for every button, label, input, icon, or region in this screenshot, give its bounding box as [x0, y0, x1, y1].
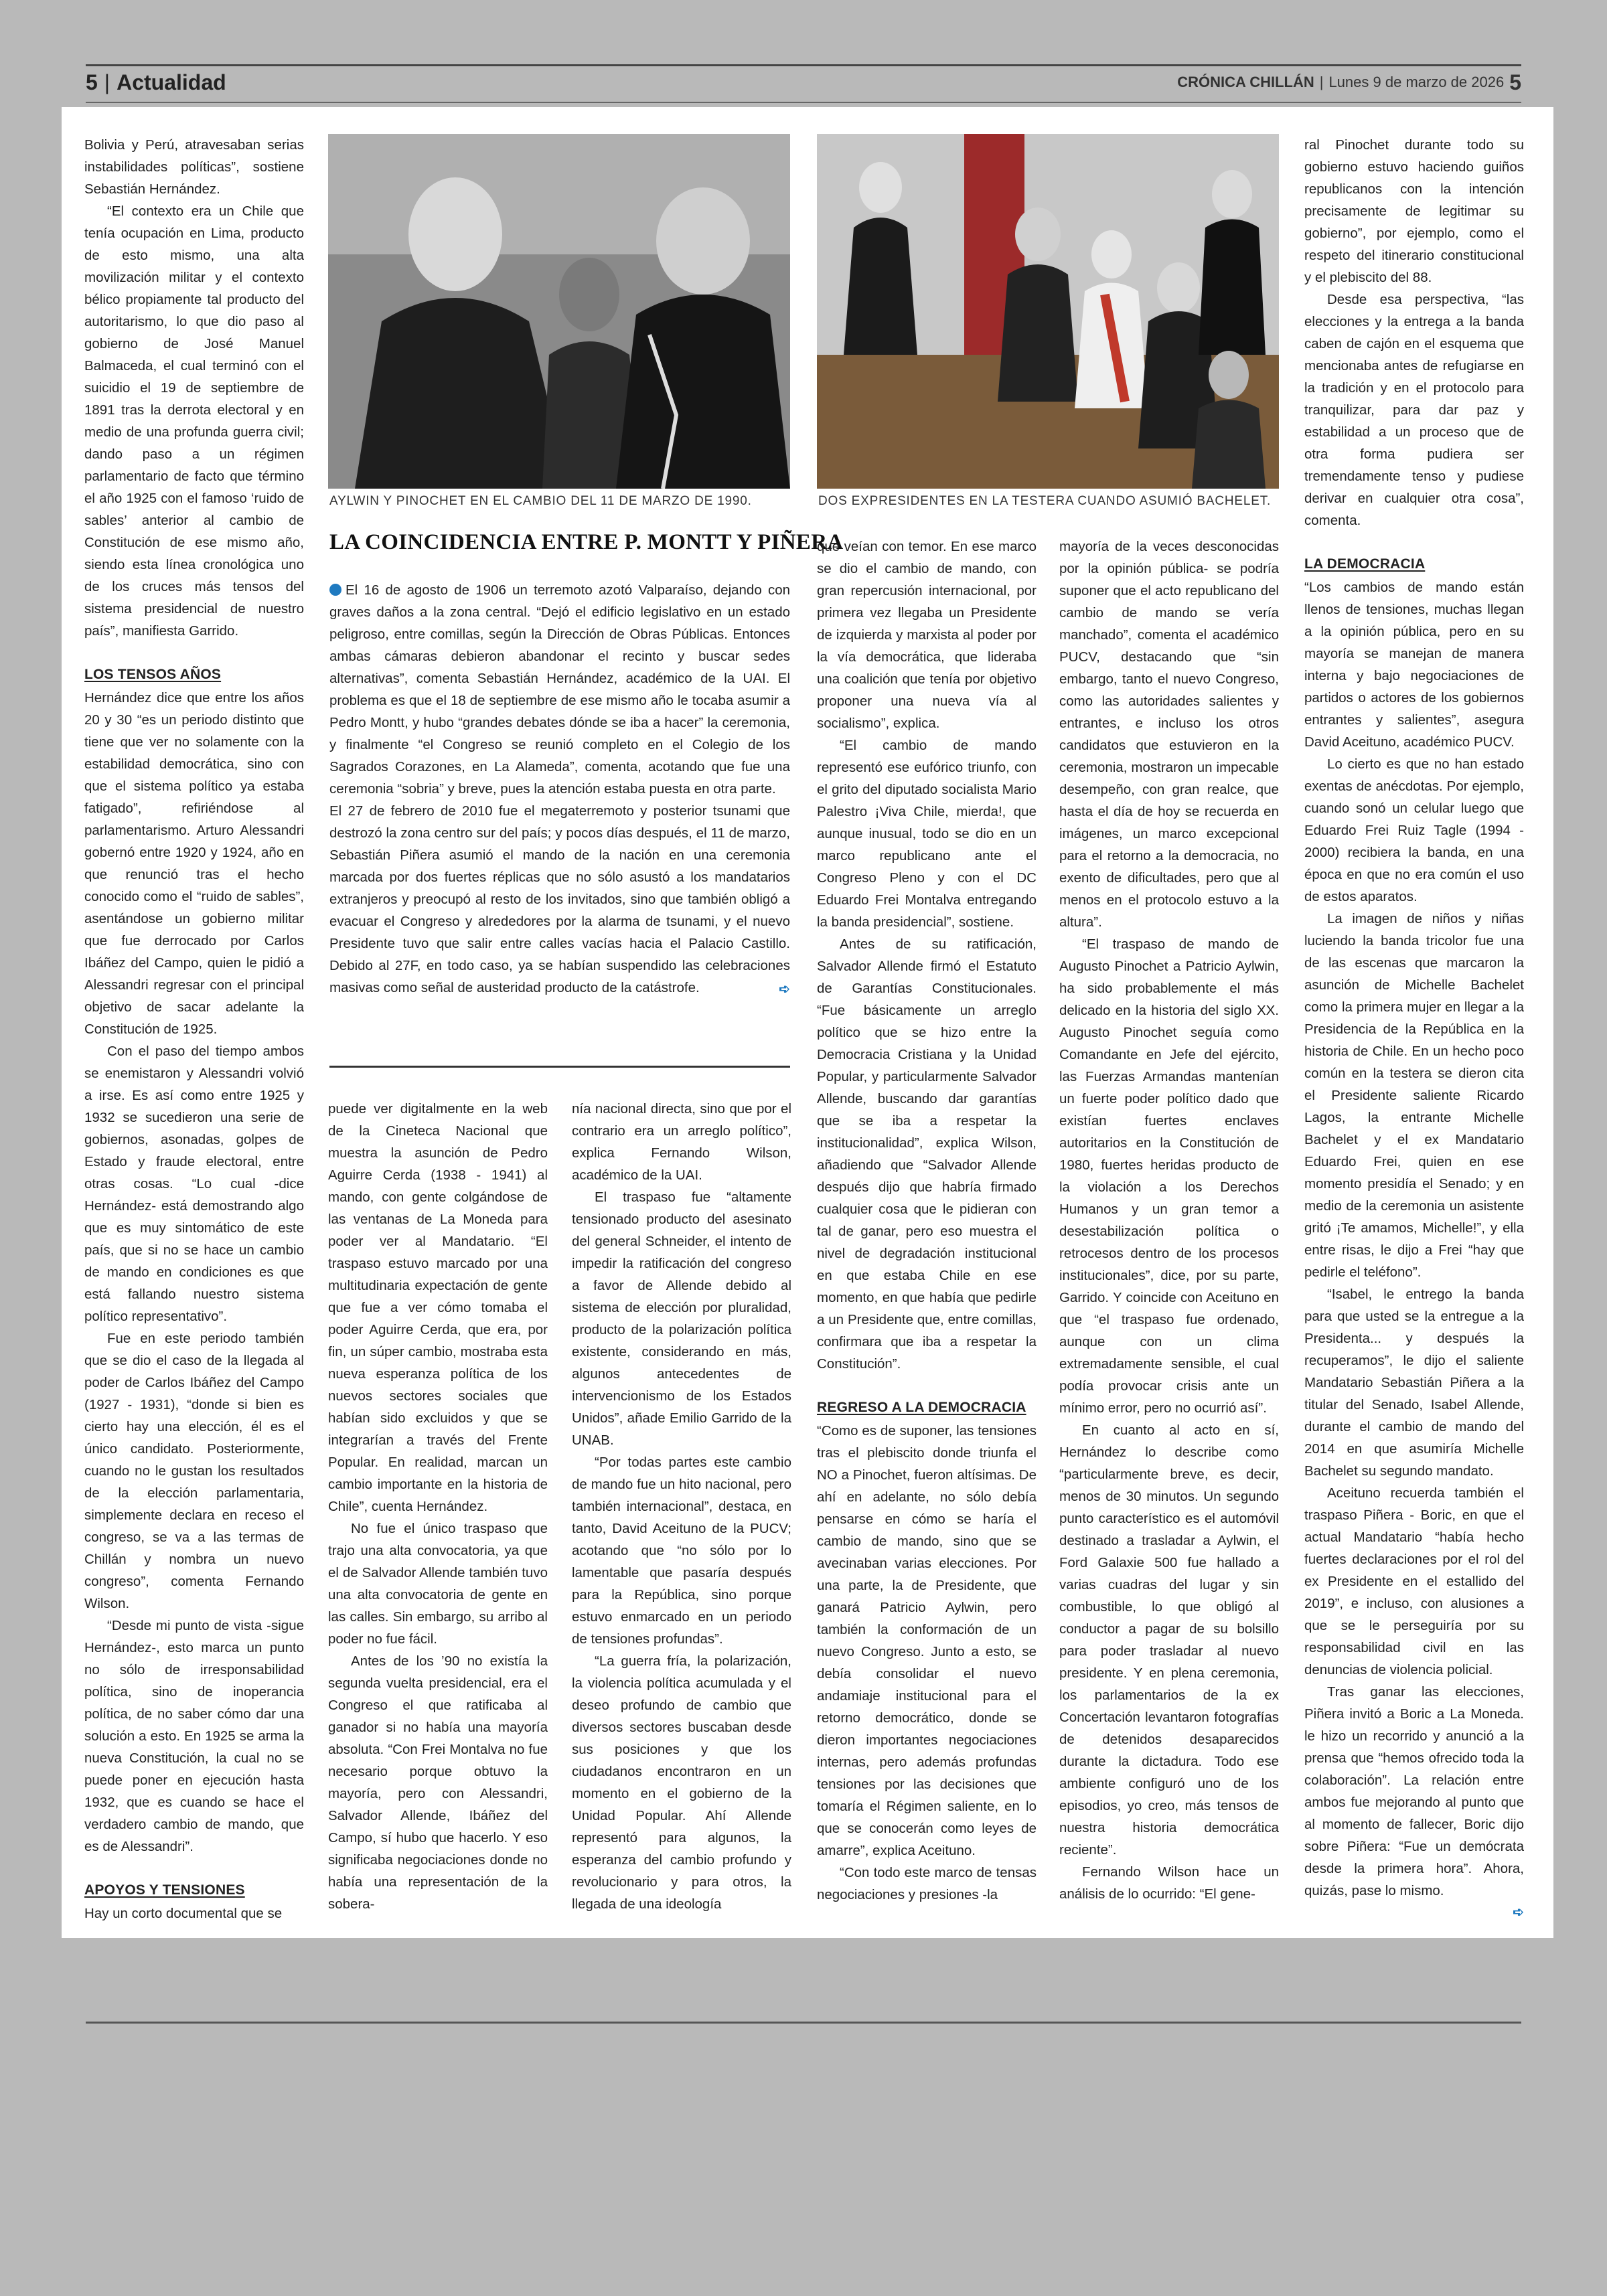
masthead-info	[1177, 70, 1521, 95]
subheading: REGRESO A LA DEMOCRACIA	[817, 1400, 1026, 1415]
continue-arrow-icon: ➪	[1513, 1905, 1524, 1920]
paragraph: nía nacional directa, sino que por el contrario era un arreglo político”, explica Fernando Wilson, académico de la UAI.	[572, 1101, 791, 1183]
paragraph: Fernando Wilson hace un análisis de lo ocurrido: “El gene-	[1059, 1864, 1279, 1902]
column-6	[1304, 134, 1524, 1924]
paragraph: La imagen de niños y niñas luciendo la banda tricolor fue una de las escenas que marcaron la asunción de Michelle Bachelet como la primera mujer en llegar a la Presidencia de la República en la historia de Chile. En un hecho poco común en la testera se dieron cita el Presidente saliente Ricardo Lagos, la entrante Michelle Bachelet y el ex Mandatario Eduardo Frei, quien en ese momento presidía el Senado; y en medio de la ceremonia un asistente gritó ¡Te amamos, Michelle!”, y ella entre risas, le dijo a Frei “hay que pedirle el teléfono”.	[1304, 911, 1524, 1280]
subheading: LA DEMOCRACIA	[1304, 556, 1426, 572]
subheading: APOYOS Y TENSIONES	[84, 1882, 245, 1898]
paragraph: “Los cambios de mando están llenos de tensiones, muchas llegan a la opinión pública, pero en su mayoría se manejan de manera interna y bajo negociaciones de partidos o actores de los gobiernos entrantes y salientes”, asegura David Aceituno, académico PUCV.	[1304, 580, 1524, 750]
section-label	[86, 70, 226, 95]
paragraph: “El traspaso de mando de Augusto Pinochet a Patricio Aylwin, ha sido probablemente el más delicado en la historia del siglo XX. Augusto Pinochet seguía como Comandante en Jefe del ejército, las Fuerzas Armandas mantenían un fuerte poder político dado que existían fuertes enclaves autoritarios en la Constitución de 1980, fuertes heridas producto de la violación a los Derechos Humanos y un gran temor a desestabilización política o retrocesos dentro de los procesos institucionales”, dice, por su parte, Garrido. Y coincide con Aceituno en que “el traspaso fue ordenado, aunque con un clima extremadamente sensible, el cual podía provocar crisis ante un mínimo error, pero no ocurrió así”.	[1059, 936, 1279, 1416]
paragraph: Tras ganar las elecciones, Piñera invitó a Boric a La Moneda. le hizo un recorrido y anunció a la prensa que “hemos ofrecido toda la colaboración”. La relación entre ambos fue mejorando al punto que al momento de fallecer, Boric dijo sobre Piñera: “Fue un demócrata desde la primera hora”. Ahora, quizás, pase lo mismo.	[1304, 1684, 1524, 1898]
header-divider-right: |	[1319, 74, 1324, 90]
paragraph: “Con todo este marco de tensas negociaciones y presiones -la	[817, 1865, 1037, 1902]
column-4	[817, 536, 1037, 1906]
column-2	[328, 1098, 548, 1915]
paragraph: En cuanto al acto en sí, Hernández lo describe como “particularmente breve, es decir, menos de 30 minutos. Un segundo punto característico es el automóvil destinado a trasladar a Aylwin, el Ford Galaxie 500 fue hallado a varias cuadras del lugar y sin combustible, lo que obligó al conductor a pagar de su bolsillo para poder trasladar al nuevo presidente. Y en plena ceremonia, los parlamentarios de la ex Concertación levantaron fotografías de detenidos desaparecidos durante la dictadura. Todo ese ambiente configuró uno de los episodios, yo creo, más tensos de nuestra historia democrática reciente”.	[1059, 1422, 1279, 1858]
continue-arrow-icon: ➪	[779, 982, 790, 997]
subheading: LOS TENSOS AÑOS	[84, 667, 222, 682]
header-underline	[86, 102, 1521, 103]
paragraph: El traspaso fue “altamente tensionado producto del asesinato del general Schneider, el intento de impedir la ratificación del congreso a favor de Allende debido al sistema de elección por pluralidad, producto de la polarización política existente, considerando en más, algunos antecedentes de intervencionismo de los Estados Unidos”, añade Emilio Garrido de la UNAB.	[572, 1190, 791, 1448]
paragraph: “Desde mi punto de vista -sigue Hernández-, esto marca un punto no sólo de irresponsabilidad política, sino de inoperancia política, de no saber cómo dar una solución a esto. En 1925 se arma la nueva Constitución, la cual no se puede poner en ejecución hasta 1932, que es cuando se hace el verdadero cambio de mando, que es de Alessandri”.	[84, 1618, 304, 1854]
paragraph: “El cambio de mando representó ese eufórico triunfo, con el grito del diputado socialista Mario Palestro ¡Viva Chile, mierda!, que aunque inusual, todo se dio en un marco republicano ante el Congreso Pleno y con el DC Eduardo Frei Montalva entregando la banda presidencial”, sostiene.	[817, 738, 1037, 930]
column-3	[572, 1098, 791, 1915]
paragraph: “Por todas partes este cambio de mando fue un hito nacional, pero también internacional”, destaca, en tanto, David Aceituno de la PUCV; acotando que “no sólo por lo lamentable que pasaría después para la República, sino porque estuvo enmarcado en un periodo de tensiones profundas”.	[572, 1455, 791, 1647]
feature-paragraph-1	[329, 579, 790, 800]
paragraph: No fue el único traspaso que trajo una alta convocatoria, ya que el de Salvador Allende también tuvo una alta convocatoria de gente en las calles. Sin embargo, su arribo al poder no fue fácil.	[328, 1521, 548, 1647]
paragraph: Bolivia y Perú, atravesaban serias instabilidades políticas”, sostiene Sebastián Hernández.	[84, 137, 304, 197]
paragraph: mayoría de la veces desconocidas por la opinión pública- se podría suponer que el acto republicano del cambio de mando se vería manchado”, comenta el académico PUCV, destacando que “sin embargo, tanto el nuevo Congreso, como las autoridades salientes y entrantes, e incluso los otros candidatos que estuvieron en la ceremonia, mostraron un impecable desempeño, con gran realce, que hasta el día de hoy se recuerda en imágenes, un marco excepcional para el retorno a la democracia, no exento de dificultades, pero que al menos en el protocolo estuvo a la altura”.	[1059, 539, 1279, 930]
photo-aylwin-pinochet	[328, 134, 790, 489]
paragraph: Hernández dice que entre los años 20 y 30 “es un periodo distinto que tiene que ver no solamente con la estabilidad democrática, sino con que el sistema político ya estaba fatigado”, refiriéndose al parlamentarismo. Arturo Alessandri gobernó entre 1920 y 1924, año en que renunció tras el hecho conocido como el “ruido de sables”, asentándose un gobierno militar que fue derrocado por Carlos Ibáñez del Campo, quien le pidió a Alessandri regresar con el principal objetivo de sacar adelante la Constitución de 1925.	[84, 690, 304, 1037]
page-number: 5	[1509, 70, 1521, 94]
paragraph: Lo cierto es que no han estado exentas de anécdotas. Por ejemplo, cuando sonó un celular luego que Eduardo Frei Ruiz Tagle (1994 - 2000) recibiera la banda, en una época en que no era común el uso de estos aparatos.	[1304, 756, 1524, 904]
feature-body	[329, 579, 790, 1001]
column-1	[84, 134, 304, 1924]
column-5	[1059, 536, 1279, 1905]
paragraph: Fue en este periodo también que se dio el caso de la llegada al poder de Carlos Ibáñez del Campo (1927 - 1931), “donde si bien es cierto hay una elección, él es el único candidato. Posteriormente, cuando no le gustan los resultados de la elección parlamentaria, simplemente declara en receso el congreso, se va a las termas de Chillán y nombra un nuevo congreso”, comenta Fernando Wilson.	[84, 1331, 304, 1611]
blue-bullet-icon	[329, 584, 341, 596]
paragraph: Antes de su ratificación, Salvador Allende firmó el Estatuto de Garantías Constitucionales. “Fue básicamente un arreglo político que se hizo entre la Democracia Cristiana y la Unidad Popular, y particularmente Salvador Allende, buscando dar garantías que se iba a respetar la institucionalidad”, explica Wilson, añadiendo que “Salvador Allende después dijo que habría firmado cualquier cosa que le pidieran con tal de ganar, pero eso muestra el nivel de degradación institucional en que estaba Chile en ese momento, en que había que pedirle a un Presidente que, entre comillas, confirmara que iba a respetar la Constitución”.	[817, 936, 1037, 1372]
paragraph: ral Pinochet durante todo su gobierno estuvo haciendo guiños republicanos con la intención precisamente de legitimar su gobierno”, por ejemplo, como el respeto del itinerario constitucional y el plebiscito del 88.	[1304, 137, 1524, 285]
paragraph: puede ver digitalmente en la web de la Cineteca Nacional que muestra la asunción de Pedro Aguirre Cerda (1938 - 1941) al mando, con gente colgándose de las ventanas de La Moneda para poder ver al Mandatario. “El traspaso estuvo marcado por una multitudinaria expectación de gente que fue a ver cómo tomaba el poder Aguirre Cerda, que era, por fin, un súper cambio, mostraba esta nueva esperanza política de los nuevos sectores sociales que habían sido excluidos y que se integrarían a través del Frente Popular. En realidad, marcan un cambio importante en la historia de Chile”, cuenta Hernández.	[328, 1101, 548, 1514]
paragraph: Con el paso del tiempo ambos se enemistaron y Alessandri volvió a irse. Es así como entre 1925 y 1932 se sucedieron una serie de gobiernos, asonadas, golpes de Estado y fraude electoral, entre otras cosas. “Lo cual -dice Hernández- está demostrando algo que es muy sintomático de este país, que si no se hace un cambio de mando en condiciones es que está fallando nuestro sistema político representativo”.	[84, 1044, 304, 1324]
feature-headline: LA COINCIDENCIA ENTRE P. MONTT Y PIÑERA	[329, 530, 844, 554]
paragraph: El 16 de agosto de 1906 un terremoto azotó Valparaíso, dejando con graves daños a la zona central. “Dejó el edificio legislativo en un estado peligroso, entre comillas, según la Dirección de Obras Públicas. Entonces ambas cámaras debieron abandonar el recinto y buscar sedes alternativas”, comenta Sebastián Hernández, académico de la UAI. El problema es que el 18 de septiembre de ese mismo año le tocaba asumir a Pedro Montt, y hubo “grandes debates dónde se iba a hacer” la ceremonia, y finalmente “el Congreso se reunió completo en el Colegio de los Sagrados Corazones, en La Alameda”, comenta, acotando que fue una ceremonia “sobria” y breve, pues la atención estaba puesta en otra parte.	[329, 582, 790, 797]
paper-name: CRÓNICA CHILLÁN	[1177, 74, 1314, 90]
paragraph: “La guerra fría, la polarización, la violencia política acumulada y el deseo profundo de cambio que diversos sectores buscaban desde sus posiciones y que los ciudadanos encontraron en un momento en el gobierno de la Unidad Popular. Ahí Allende representó para algunos, la esperanza del cambio profundo y revolucionario y para otros, la llegada de una ideología	[572, 1653, 791, 1912]
paragraph: Hay un corto documental que se	[84, 1906, 283, 1921]
photo-illustration	[817, 134, 1279, 489]
paragraph: Aceituno recuerda también el traspaso Piñera - Boric, en que el actual Mandatario “había hecho fuertes declaraciones por el rol del ex Presidente en el estallido del 2019”, e incluso, con alusiones a que se le perseguiría por su responsabilidad civil en las denuncias de violencia policial.	[1304, 1485, 1524, 1677]
paragraph: “El contexto era un Chile que tenía ocupación en Lima, producto de esto mismo, una alta movilización militar y el contexto bélico propiamente tal producto del autoritarismo, lo que dio paso al gobierno de José Manuel Balmaceda, el cual terminó con el suicidio el 19 de septiembre de 1891 tras la derrota electoral y en medio de una profunda guerra civil; dando paso a un régimen parlamentario de facto que término el año 1925 con el famoso ‘ruido de sables’ anterior al cambio de Constitución de ese mismo año, siendo esta línea cronológica uno de los cruces más tensos del sistema presidencial de nuestro país”, manifiesta Garrido.	[84, 203, 304, 639]
section-name: Actualidad	[117, 70, 226, 94]
newspaper-page	[62, 107, 1553, 1938]
paragraph: “Isabel, le entrego la banda para que usted se la entregue a la Presidenta... y después la recuperamos”, le dijo el saliente Mandatario Sebastián Piñera a la titular del Senado, Isabel Allende, durante el cambio de mando del 2014 en que asumiría Michelle Bachelet su segundo mandato.	[1304, 1287, 1524, 1479]
paragraph: que veían con temor. En ese marco se dio el cambio de mando, con gran repercusión internacional, por primera vez llegaba un Presidente de izquierda y marxista al poder por la vía democrática, que lideraba una coalición que tenía por objetivo proponer una nueva vía al socialismo”, explica.	[817, 539, 1037, 731]
photo-illustration	[328, 134, 790, 489]
header-divider: |	[104, 70, 110, 94]
photo-bachelet-testera	[817, 134, 1279, 489]
section-number: 5	[86, 70, 98, 94]
paragraph: El 27 de febrero de 2010 fue el megaterremoto y posterior tsunami que destrozó la zona centro sur del país; y pocos días después, el 11 de marzo, Sebastián Piñera asumió el mando de la nación en una ceremonia marcada por dos fuertes réplicas que no sólo asustó a los mandatarios extranjeros y preocupó al resto de los invitados, sino que también obligó a evacuar el Congreso y alrededores por la alarma de tsunami, y el nuevo Presidente tuvo que salir entre calles vacías hacia el Palacio Castillo. Debido al 27F, en todo caso, ya se habían suspendido las celebraciones masivas como señal de austeridad producto de la catástrofe.	[329, 803, 790, 995]
bottom-rule	[86, 2022, 1521, 2024]
issue-date: Lunes 9 de marzo de 2026	[1328, 74, 1505, 90]
paragraph: Antes de los ’90 no existía la segunda vuelta presidencial, era el Congreso el que ratificaba al ganador si no había una mayoría absoluta. “Con Frei Montalva no fue necesario porque obtuvo la mayoría, pero con Alessandri, Salvador Allende, Ibáñez del Campo, sí hubo que hacerlo. Y eso significaba negociaciones donde no había una representación de la sobera-	[328, 1653, 548, 1912]
photo-caption: AYLWIN Y PINOCHET EN EL CAMBIO DEL 11 DE MARZO DE 1990.	[329, 494, 752, 508]
top-rule	[86, 64, 1521, 66]
feature-divider	[329, 1066, 790, 1068]
paragraph: “Como es de suponer, las tensiones tras el plebiscito donde triunfa el NO a Pinochet, fueron altísimas. De ahí en adelante, no sólo debía pensarse en cómo se haría el cambio de mando, sino que se avecinaban varias elecciones. Por una parte, la de Presidente, que ganará Patricio Aylwin, pero también la conformación de un nuevo Congreso. Junto a esto, se debía consolidar el nuevo andamiaje institucional para el retorno democrático, donde se dieron importantes negociaciones internas, pero además profundas tensiones por las decisiones que tomaría el Régimen saliente, en lo que se conocerán como leyes de amarre”, explica Aceituno.	[817, 1423, 1037, 1858]
page-header	[86, 67, 1521, 98]
photo-caption: DOS EXPRESIDENTES EN LA TESTERA CUANDO ASUMIÓ BACHELET.	[818, 494, 1272, 508]
paragraph: Desde esa perspectiva, “las elecciones y la entrega a la banda caben de cajón en el esquema que mencionaba antes de refugiarse en la tradición y en el protocolo para tranquilizar, para dar paz y estabilidad a un proceso que de otra forma pudiera ser tremendamente tenso y pudiese derivar en cualquier otra cosa”, comenta.	[1304, 292, 1524, 528]
